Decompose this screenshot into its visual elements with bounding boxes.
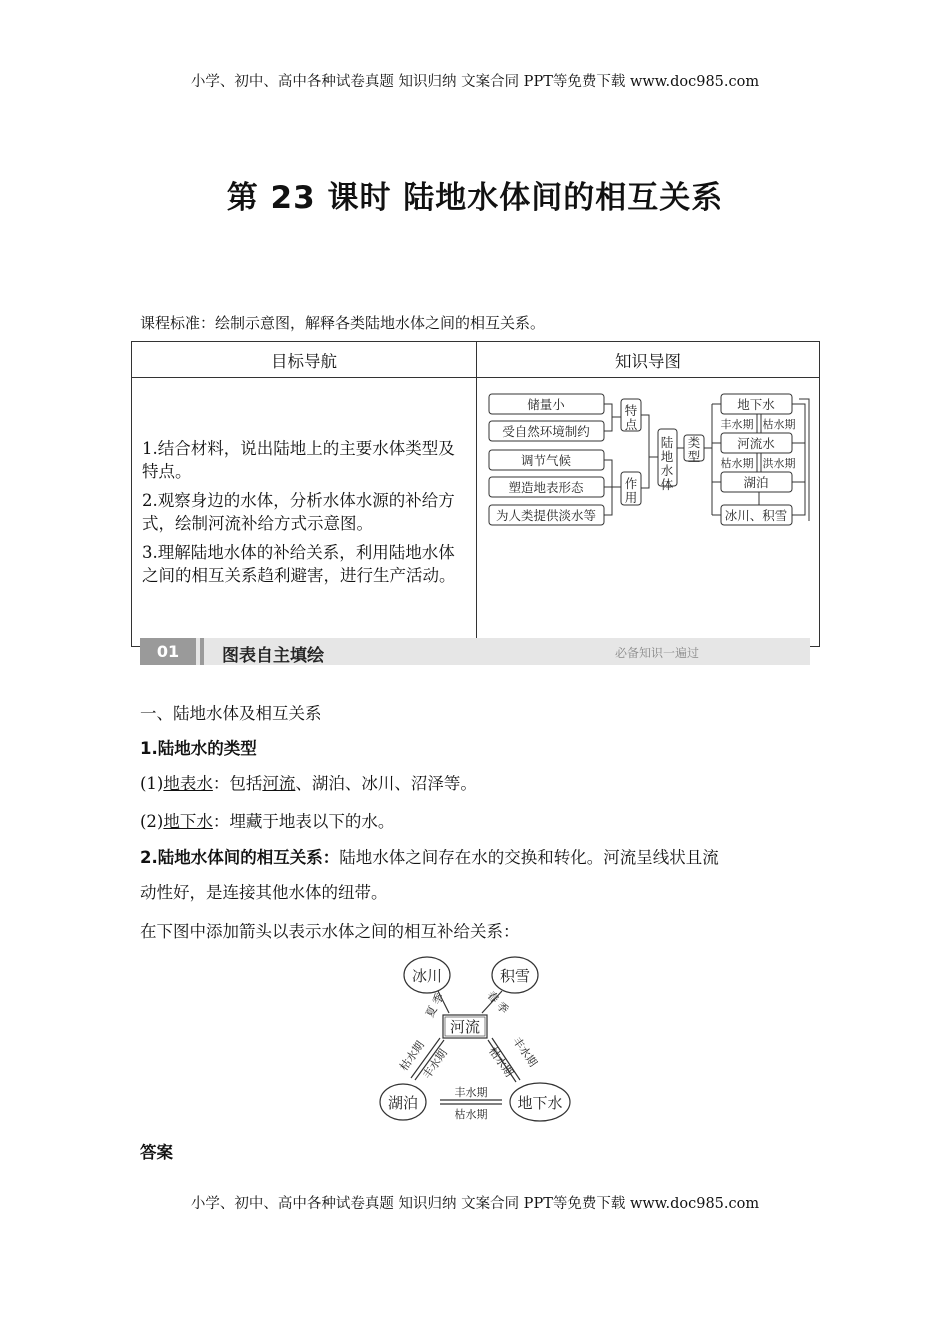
type-lake: 湖泊 (743, 475, 769, 490)
col-goals-header: 目标导航 (132, 342, 477, 378)
mindmap-cell (477, 378, 820, 647)
role-label: 用 (624, 490, 638, 505)
section-heading: 一、陆地水体及相互关系 (140, 704, 322, 723)
col-map-header: 知识导图 (477, 342, 820, 378)
label-dry: 枯水期 (486, 1044, 516, 1080)
type-label: 类 (687, 435, 701, 450)
banner-subtitle: 必备知识一遍过 (615, 646, 700, 660)
banner-title: 图表自主填绘 (222, 646, 324, 666)
footer-banner: 小学、初中、高中各种试卷真题 知识归纳 文案合同 PPT等免费下载 www.doc985.com (190, 1196, 760, 1212)
label-dry: 枯水期 (454, 1108, 488, 1121)
blank-answer: 地下水 (163, 812, 213, 831)
type-label: 型 (687, 449, 701, 464)
course-standard: 课程标准：绘制示意图，解释各类陆地水体之间的相互关系。 (140, 314, 546, 332)
center-label: 体 (660, 477, 674, 492)
center-label: 陆 (660, 435, 674, 450)
goals-cell (132, 378, 477, 647)
feature-2: 受自然环境制约 (502, 424, 590, 439)
feature-label: 点 (624, 417, 638, 432)
feature-1: 储量小 (527, 397, 565, 412)
center-label: 地 (660, 449, 674, 464)
goal-3: 3.理解陆地水体的补给关系，利用陆地水体之间的相互关系趋利避害，进行生产活动。 (142, 543, 456, 585)
paragraph-relations (140, 847, 719, 869)
type-glacier: 冰川、积雪 (724, 508, 788, 523)
page-title: 第 23 课时 陆地水体间的相互关系 (226, 180, 724, 216)
role-1: 调节气候 (520, 453, 572, 468)
node-lake: 湖泊 (387, 1094, 419, 1112)
t: 陆地水体之间存在水的交换和转化。河流呈线状且流 (339, 848, 719, 867)
role-label: 作 (624, 476, 638, 491)
role-3: 为人类提供淡水等 (495, 508, 597, 523)
t: (1) (140, 774, 164, 793)
center-label: 水 (660, 463, 674, 478)
t: ：包括 (212, 774, 263, 793)
header-banner: 小学、初中、高中各种试卷真题 知识归纳 文案合同 PPT等免费下载 www.doc985.com (190, 74, 760, 90)
rel-label: 枯水期 (762, 418, 796, 431)
rel-label: 枯水期 (720, 457, 754, 470)
node-river: 河流 (449, 1018, 481, 1036)
goal-2: 2.观察身边的水体，分析水体水源的补给方式，绘制河流补给方式示意图。 (142, 491, 455, 533)
paragraph-relations-2: 动性好，是连接其他水体的纽带。 (140, 883, 388, 902)
heading-types: 1.陆地水的类型 (140, 739, 257, 758)
instruction: 在下图中添加箭头以表示水体之间的相互补给关系： (140, 922, 520, 941)
answer-heading: 答案 (140, 1143, 173, 1162)
node-groundwater: 地下水 (517, 1094, 563, 1112)
type-river: 河流水 (737, 436, 775, 451)
role-2: 塑造地表形态 (508, 480, 584, 495)
label-summer: 夏 季 (423, 991, 447, 1020)
label-dry: 枯水期 (397, 1038, 427, 1074)
node-snow: 积雪 (499, 967, 531, 985)
knowledge-mindmap (478, 379, 818, 641)
label-spring: 春 季 (484, 988, 511, 1017)
line-groundwater (140, 811, 394, 833)
t: ：埋藏于地表以下的水。 (212, 812, 395, 831)
banner-number: 01 (140, 638, 196, 665)
rel-label: 洪水期 (762, 457, 796, 470)
section-banner (140, 638, 810, 665)
label-wet: 丰水期 (420, 1046, 450, 1082)
node-glacier: 冰川 (411, 967, 443, 985)
blank-answer: 地表水 (163, 774, 213, 793)
line-surface-water (140, 773, 477, 795)
goals-table (131, 341, 820, 647)
label-wet: 丰水期 (510, 1034, 540, 1070)
t: 、湖泊、冰川、沼泽等。 (295, 774, 477, 793)
label-wet: 丰水期 (454, 1086, 488, 1099)
banner-divider (200, 638, 204, 665)
goal-1: 1.结合材料，说出陆地上的主要水体类型及特点。 (142, 439, 455, 481)
blank-answer: 河流 (262, 774, 296, 793)
water-relation-diagram (370, 950, 580, 1130)
t: (2) (140, 812, 164, 831)
heading-relations: 2.陆地水体间的相互关系： (140, 848, 340, 867)
type-groundwater: 地下水 (737, 397, 775, 412)
rel-label: 丰水期 (720, 418, 754, 431)
feature-label: 特 (624, 403, 638, 418)
